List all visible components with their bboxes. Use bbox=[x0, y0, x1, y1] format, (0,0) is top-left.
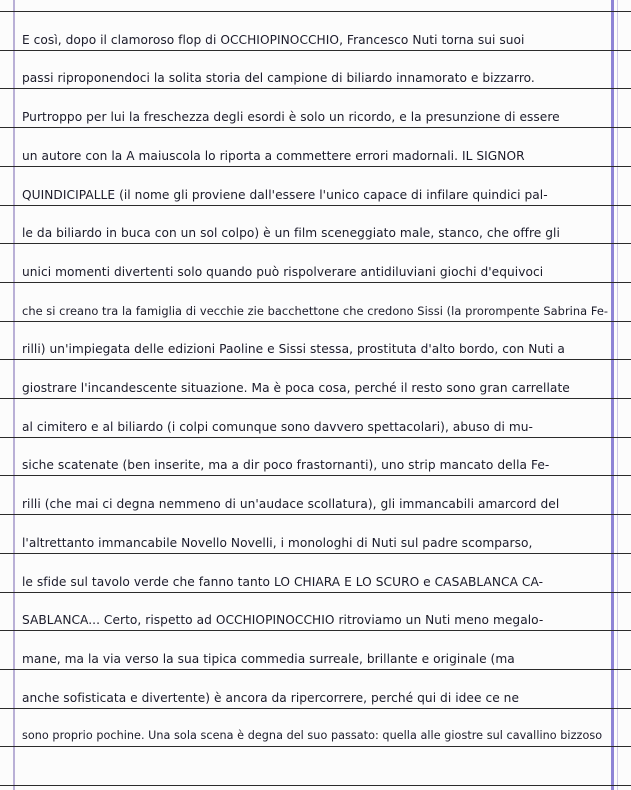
text-line-3: Purtroppo per lui la freschezza degli esordi è solo un ricordo, e la presunzione di essere bbox=[22, 110, 560, 124]
ruled-line bbox=[0, 475, 631, 476]
left-margin-line bbox=[13, 0, 15, 790]
text-line-1: E così, dopo il clamoroso flop di OCCHIOPINOCCHIO, Francesco Nuti torna sui suoi bbox=[22, 33, 525, 47]
text-line-17: mane, ma la via verso la sua tipica commedia surreale, brillante e originale (ma bbox=[22, 652, 515, 666]
ruled-line bbox=[0, 88, 631, 89]
ruled-line bbox=[0, 50, 631, 51]
ruled-line bbox=[0, 11, 631, 12]
ruled-line bbox=[0, 243, 631, 244]
ruled-line bbox=[0, 553, 631, 554]
text-line-7: unici momenti divertenti solo quando può rispolverare antidiluviani giochi d'equivoci bbox=[22, 265, 544, 279]
text-line-16: SABLANCA... Certo, rispetto ad OCCHIOPINOCCHIO ritroviamo un Nuti meno megalo- bbox=[22, 613, 544, 627]
ruled-line bbox=[0, 282, 631, 283]
text-line-6: le da biliardo in buca con un sol colpo) è un film sceneggiato male, stanco, che offre gli bbox=[22, 226, 560, 240]
ruled-line bbox=[0, 708, 631, 709]
text-line-10: giostrare l'incandescente situazione. Ma è poca cosa, perché il resto sono gran carrellate bbox=[22, 381, 570, 395]
right-margin-line-secondary bbox=[617, 0, 618, 790]
text-line-18: anche sofisticata e divertente) è ancora da ripercorrere, perché qui di idee ce ne bbox=[22, 691, 519, 705]
text-line-5: QUINDICIPALLE (il nome gli proviene dall'essere l'unico capace di infilare quindici pal- bbox=[22, 188, 548, 202]
ruled-line bbox=[0, 437, 631, 438]
text-line-8: che si creano tra la famiglia di vecchie zie bacchettone che credono Sissi (la prorompente Sabrina Fe- bbox=[22, 304, 609, 318]
right-margin-line bbox=[611, 0, 614, 790]
text-line-4: un autore con la A maiuscola lo riporta a commettere errori madornali. IL SIGNOR bbox=[22, 149, 525, 163]
ruled-line bbox=[0, 746, 631, 747]
text-line-14: l'altrettanto immancabile Novello Novelli, i monologhi di Nuti sul padre scomparso, bbox=[22, 536, 533, 550]
text-line-13: rilli (che mai ci degna nemmeno di un'audace scollatura), gli immancabili amarcord del bbox=[22, 497, 560, 511]
ruled-line bbox=[0, 669, 631, 670]
text-line-12: siche scatenate (ben inserite, ma a dir poco frastornanti), uno strip mancato della Fe- bbox=[22, 458, 550, 472]
ruled-line bbox=[0, 592, 631, 593]
ruled-line bbox=[0, 166, 631, 167]
ruled-line bbox=[0, 514, 631, 515]
text-line-11: al cimitero e al biliardo (i colpi comunque sono davvero spettacolari), abuso di mu- bbox=[22, 420, 533, 434]
ruled-line bbox=[0, 321, 631, 322]
text-line-9: rilli) un'impiegata delle edizioni Paoline e Sissi stessa, prostituta d'alto bordo, con Nuti a bbox=[22, 342, 565, 356]
text-line-2: passi riproponendoci la solita storia del campione di biliardo innamorato e bizzarro. bbox=[22, 71, 535, 85]
text-line-19: sono proprio pochine. Una sola scena è degna del suo passato: quella alle giostre sul cavallino bizzoso bbox=[22, 729, 603, 742]
ruled-line bbox=[0, 630, 631, 631]
ruled-line bbox=[0, 785, 631, 786]
ruled-line bbox=[0, 127, 631, 128]
ruled-line bbox=[0, 205, 631, 206]
ruled-line bbox=[0, 398, 631, 399]
text-line-15: le sfide sul tavolo verde che fanno tanto LO CHIARA E LO SCURO e CASABLANCA CA- bbox=[22, 575, 544, 589]
ruled-line bbox=[0, 359, 631, 360]
